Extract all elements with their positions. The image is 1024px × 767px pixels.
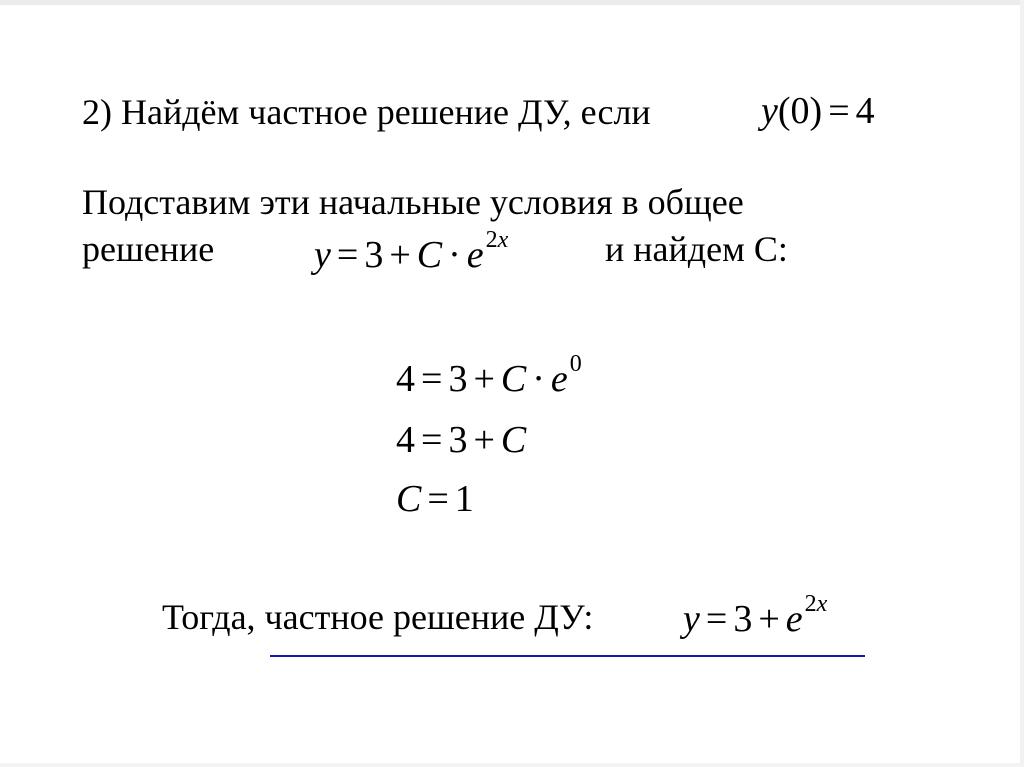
formula-eq: =	[336, 234, 359, 276]
formula-value: 4	[855, 90, 875, 132]
equation-1	[396, 351, 582, 400]
formula-var-y: y	[314, 234, 331, 276]
initial-condition-formula	[761, 92, 875, 130]
particular-solution-formula	[683, 591, 828, 640]
eq-sign: =	[421, 419, 443, 461]
formula-dot: ·	[448, 234, 461, 276]
eq-sign: =	[427, 478, 449, 520]
eq-dot: ·	[532, 358, 545, 400]
eq-var-c: C	[500, 358, 527, 400]
eq-three: 3	[448, 419, 468, 461]
eq-three: 3	[448, 358, 468, 400]
formula-exponent: 2x	[804, 591, 828, 617]
eq-var-c: C	[500, 419, 527, 461]
formula-var-y: y	[683, 598, 700, 640]
eq-lhs: 4	[396, 358, 415, 400]
eq-lhs: 4	[396, 419, 415, 461]
eq-value: 1	[454, 478, 474, 520]
formula-eq: =	[705, 598, 728, 640]
eq-sign: =	[421, 358, 443, 400]
solution-word-text: решение	[82, 229, 215, 269]
heading-text: 2) Найдём частное решение ДУ, если	[82, 92, 651, 132]
slide-right-border	[1020, 0, 1024, 767]
eq-var-c: C	[396, 478, 422, 520]
formula-plus: +	[758, 598, 780, 640]
formula-plus: +	[389, 234, 411, 276]
find-c-text: и найдем С:	[605, 229, 788, 269]
formula-var-e: e	[785, 598, 803, 640]
formula-arg: (0)	[777, 90, 823, 132]
final-solution-text: Тогда, частное решение ДУ:	[162, 597, 594, 637]
formula-var-c: C	[416, 234, 443, 276]
eq-exponent: 0	[569, 351, 582, 377]
formula-var-y: y	[761, 90, 778, 132]
slide-top-border	[0, 0, 1024, 5]
slide-bottom-border	[0, 763, 1024, 767]
eq-plus: +	[473, 358, 495, 400]
formula-exponent: 2x	[485, 227, 509, 253]
general-solution-formula	[314, 227, 509, 276]
final-underline	[270, 655, 865, 657]
equation-2	[396, 421, 526, 459]
eq-plus: +	[473, 419, 495, 461]
formula-three: 3	[364, 234, 384, 276]
formula-three: 3	[733, 598, 753, 640]
eq-var-e: e	[550, 358, 568, 400]
formula-var-e: e	[466, 234, 484, 276]
substitute-text: Подставим эти начальные условия в общее	[82, 182, 744, 222]
formula-eq: =	[828, 90, 850, 132]
equation-3	[396, 480, 474, 518]
